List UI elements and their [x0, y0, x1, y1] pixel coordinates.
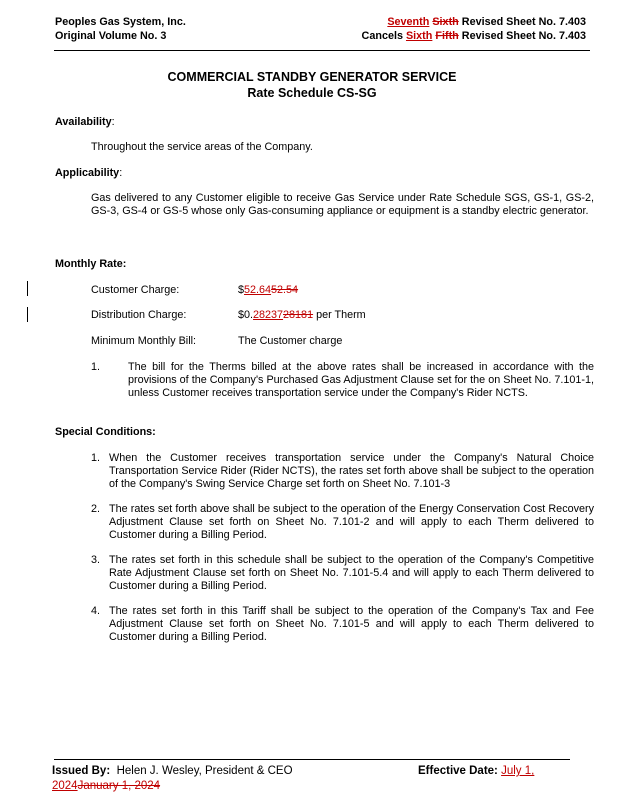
title-line-1: COMMERCIAL STANDBY GENERATOR SERVICE	[167, 70, 457, 84]
title-line-2: Rate Schedule CS-SG	[247, 86, 377, 100]
cancels-line	[362, 29, 586, 43]
effective-date	[418, 764, 534, 779]
effective-date-label: Effective Date:	[418, 765, 498, 777]
effective-date-new: July 1,	[501, 765, 535, 777]
sheet-number	[387, 15, 586, 29]
effective-date-continued: 2024January 1, 2024	[52, 780, 161, 792]
revision-bar-1	[27, 281, 28, 296]
sheet-new-ordinal: Seventh	[387, 16, 430, 28]
condition-4-text: The rates set forth in this Tariff shall be subject to the operation of the Company's Tax and Fee Adjustment Clause set forth on Sheet No. 7.101-5 and will apply to each Therm delivered to Customer during a Billing Period.	[109, 605, 594, 643]
availability-heading: Availability:	[55, 116, 115, 128]
footer-rule	[54, 759, 570, 760]
header-rule	[54, 50, 590, 51]
minimum-bill-value: The Customer charge	[238, 335, 343, 347]
cancels-prefix: Cancels	[361, 30, 403, 42]
availability-text: Throughout the service areas of the Company.	[91, 141, 313, 153]
special-conditions-heading: Special Conditions:	[55, 426, 156, 438]
rate-note-number: 1.	[91, 361, 101, 373]
condition-2-number: 2.	[91, 503, 101, 515]
monthly-rate-heading: Monthly Rate:	[55, 258, 127, 270]
cancels-old-ordinal: Fifth	[435, 30, 459, 42]
issued-by	[52, 764, 293, 779]
cancels-rest: Revised Sheet No. 7.403	[461, 30, 586, 42]
condition-4-number: 4.	[91, 605, 101, 617]
condition-1-number: 1.	[91, 452, 101, 464]
issued-by-label: Issued By:	[52, 765, 111, 777]
volume-number: Original Volume No. 3	[55, 30, 167, 42]
rate-note-text: The bill for the Therms billed at the above rates shall be increased in accordance with the provisions of the Company's Purchased Gas Adjustment Clause set for the on Sheet No. 7.101-1, unless Customer receives transportation service under the Company's Rider NCTS.	[128, 361, 594, 399]
applicability-text: Gas delivered to any Customer eligible to receive Gas Service under Rate Schedule SGS, GS-1, GS-2, GS-3, GS-4 or GS-5 whose only Gas-consuming appliance or equipment is a standby electric generator.	[91, 192, 594, 217]
minimum-bill-label: Minimum Monthly Bill:	[91, 335, 196, 347]
condition-2-text: The rates set forth above shall be subject to the operation of the Energy Conservation Cost Recovery Adjustment Clause set forth on Sheet No. 7.101-2 and will apply to each Therm delivered to Customer during a Billing Period.	[109, 503, 594, 541]
revision-bar-2	[27, 307, 28, 322]
applicability-heading: Applicability:	[55, 167, 123, 179]
distribution-charge-value: $0.2823728181 per Therm	[238, 309, 366, 321]
sheet-old-ordinal: Sixth	[432, 16, 459, 28]
company-name: Peoples Gas System, Inc.	[55, 16, 186, 28]
distribution-charge-label: Distribution Charge:	[91, 309, 187, 321]
customer-charge-label: Customer Charge:	[91, 284, 180, 296]
condition-3-text: The rates set forth in this schedule shall be subject to the operation of the Company's Competitive Rate Adjustment Clause set forth on Sheet No. 7.101-5.4 and will apply to each Therm delivered to Customer during a Billing Period.	[109, 554, 594, 592]
condition-3-number: 3.	[91, 554, 101, 566]
customer-charge-value: $52.6452.54	[238, 284, 299, 296]
cancels-new-ordinal: Sixth	[405, 30, 433, 42]
page-title	[0, 69, 624, 101]
condition-1-text: When the Customer receives transportation service under the Company's Natural Choice Transportation Service Rider (Rider NCTS), the rates set forth above shall be subject to the operation of the Company's Swing Service Charge set forth on Sheet No. 7.101-3	[109, 452, 594, 490]
sheet-rest: Revised Sheet No. 7.403	[461, 16, 586, 28]
issued-by-value: Helen J. Wesley, President & CEO	[116, 765, 293, 777]
